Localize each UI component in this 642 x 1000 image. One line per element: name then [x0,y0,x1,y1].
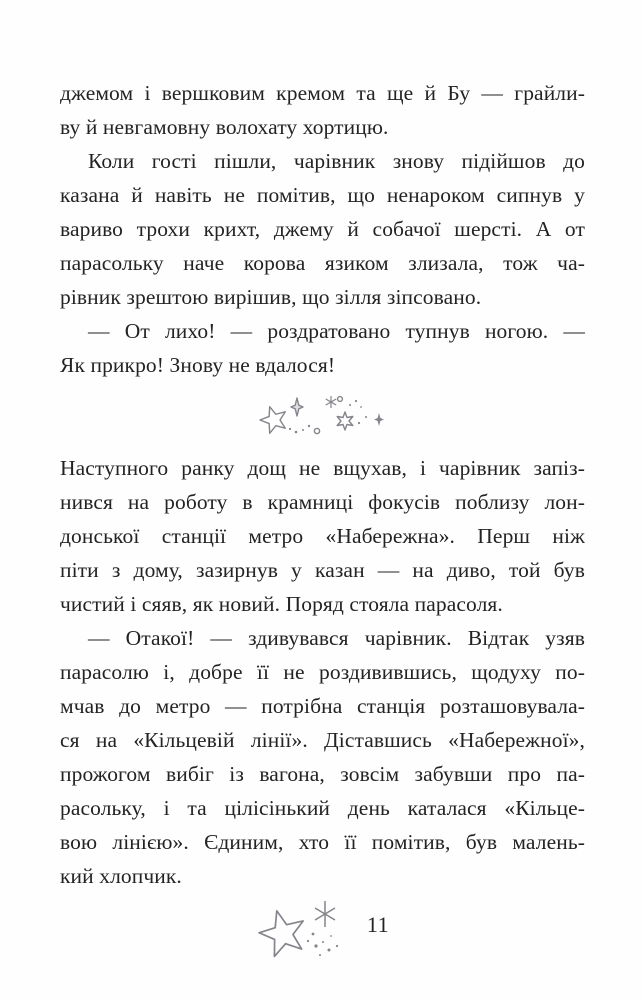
text-line: вариво трохи крихт, джему й собачої шерсті. А от [60,217,585,241]
text-line: рівник зрештою вирішив, що зілля зіпсовано. [60,285,482,309]
text-line: джемом і вершковим кремом та ще й Бу — грайли- [60,81,585,105]
paragraph-block-top [60,76,585,382]
section-divider [60,382,585,451]
footer-star-icon [253,898,357,962]
star-cluster-icon [257,393,389,441]
text-line: парасолю і, добре її не роздивившись, щодуху по- [60,660,585,684]
text-column [60,76,585,893]
text-line: расольку, і та цілісінький день каталася «Кільце- [60,796,585,820]
page-footer [0,898,642,962]
paragraph-block-bottom [60,451,585,893]
text-line: — От лихо! — роздратовано тупнув ногою. — [88,319,585,343]
text-line: — Отакої! — здивувався чарівник. Відтак узяв [88,626,585,650]
text-line: ву й невгамовну волохату хортицю. [60,115,389,139]
text-line: кий хлопчик. [60,864,182,888]
text-line: нився на роботу в крамниці фокусів поблизу лон- [60,490,585,514]
text-line: піти з дому, зазирнув у казан — на диво, той був [60,558,585,582]
text-line: донської станції метро «Набережна». Перш ніж [60,524,585,548]
text-line: прожогом вибіг із вагона, зовсім забувши про па- [60,762,585,786]
text-line: Як прикро! Знову не вдалося! [60,353,336,377]
text-line: парасольку наче корова язиком злизала, тож ча- [60,251,585,275]
text-line: казана й навіть не помітив, що ненароком сипнув у [60,183,585,207]
text-line: Наступного ранку дощ не вщухав, і чарівник запіз- [60,456,585,480]
text-line: Коли гості пішли, чарівник знову підійшов до [88,149,585,173]
text-line: вою лінією». Єдиним, хто її помітив, був малень- [60,830,585,854]
text-line: ся на «Кільцевій лінії». Діставшись «Набережної», [60,728,585,752]
text-line: чистий і сяяв, як новий. Поряд стояла парасоля. [60,592,503,616]
text-line: мчав до метро — потрібна станція розташовувала- [60,694,585,718]
page-number: 11 [366,912,390,937]
